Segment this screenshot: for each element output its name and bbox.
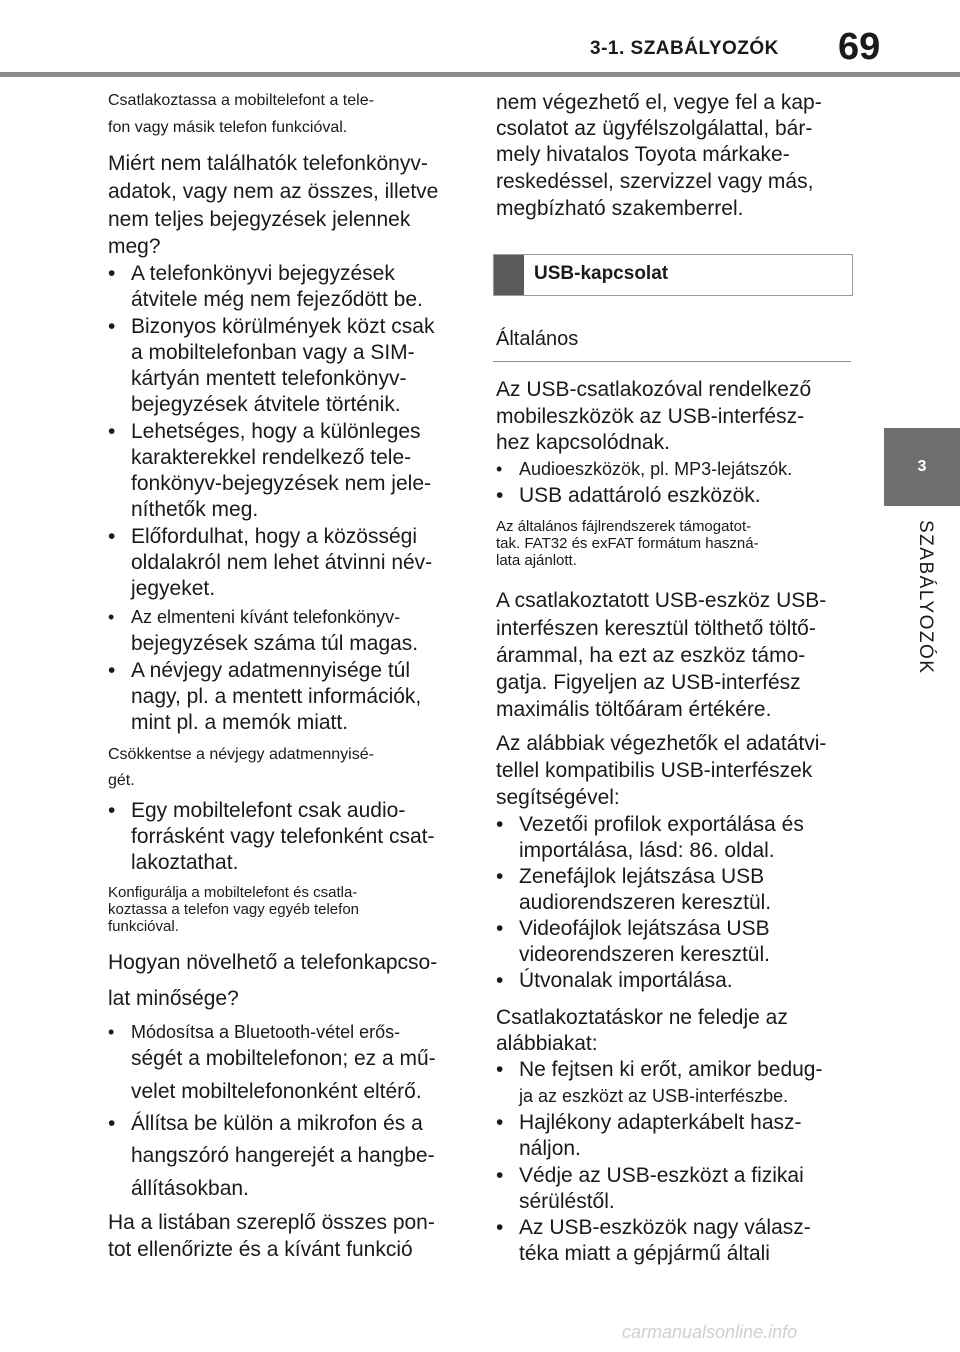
- paragraph-line: tellel kompatibilis USB-interfészek: [496, 759, 813, 782]
- list-item-line: mint pl. a memók miatt.: [131, 711, 349, 734]
- list-item-line: bejegyzések száma túl magas.: [131, 632, 419, 655]
- list-item-line: ségét a mobiltelefonon; ez a mű-: [131, 1047, 436, 1070]
- paragraph-line: segítségével:: [496, 786, 620, 809]
- paragraph-line: funkcióval.: [108, 918, 179, 935]
- paragraph-line: mely hivatalos Toyota márkake-: [496, 143, 790, 166]
- paragraph-line: Ha a listában szereplő összes pon-: [108, 1211, 435, 1234]
- paragraph-line: fon vagy másik telefon funkcióval.: [108, 119, 348, 136]
- list-item-line: oldalakról nem lehet átvinni név-: [131, 551, 433, 574]
- list-item-line: téka miatt a gépjármű általi: [519, 1242, 770, 1265]
- section-heading-bar: [494, 255, 524, 295]
- paragraph-line: gatja. Figyeljen az USB-interfész: [496, 671, 801, 694]
- page-number: 69: [838, 26, 881, 68]
- question-line: adatok, vagy nem az összes, illetve: [108, 180, 439, 203]
- chapter-tab: 3: [884, 428, 960, 506]
- footer-watermark: carmanualsonline.info: [622, 1322, 798, 1342]
- question-line: Hogyan növelhető a telefonkapcso-: [108, 951, 438, 974]
- paragraph-line: Konfigurálja a mobiltelefont és csatla-: [108, 884, 358, 901]
- list-item-line: a mobiltelefonban vagy a SIM-: [131, 341, 415, 364]
- paragraph-line: A csatlakoztatott USB-eszköz USB-: [496, 589, 827, 612]
- paragraph-line: Az USB-csatlakozóval rendelkező: [496, 378, 812, 401]
- paragraph-line: Csatlakoztatáskor ne feledje az: [496, 1006, 788, 1029]
- list-item-line: nagy, pl. a mentett információk,: [131, 685, 422, 708]
- subsection-heading: Általános: [496, 328, 579, 350]
- paragraph-line: Az általános fájlrendszerek támogatot-: [496, 518, 752, 535]
- paragraph-line: maximális töltőáram értékére.: [496, 698, 772, 721]
- paragraph-line: interfészen keresztül tölthető töltő-: [496, 617, 816, 640]
- paragraph-line: hez kapcsolódnak.: [496, 431, 670, 454]
- paragraph-line: mobileszközök az USB-interfész-: [496, 405, 805, 428]
- paragraph-line: reskedéssel, szervizzel vagy más,: [496, 170, 814, 193]
- list-item-line: velet mobiltelefononként eltérő.: [131, 1080, 422, 1103]
- question-line: Miért nem találhatók telefonkönyv-: [108, 152, 428, 175]
- list-item-line: ja az eszközt az USB-interfészbe.: [519, 1086, 789, 1106]
- question-line: nem teljes bejegyzések jelennek: [108, 208, 411, 231]
- header-divider: [0, 72, 960, 77]
- list-item-line: audiorendszeren keresztül.: [519, 891, 772, 914]
- list-item-line: videorendszeren keresztül.: [519, 943, 770, 966]
- section-heading-box: [493, 254, 853, 296]
- list-item-line: lakoztathat.: [131, 851, 239, 874]
- paragraph-line: gét.: [108, 772, 135, 789]
- paragraph-line: árammal, ha ezt az eszköz támo-: [496, 644, 806, 667]
- list-item-line: hangszóró hangerejét a hangbe-: [131, 1144, 435, 1167]
- list-item-line: bejegyzések átvitele történik.: [131, 393, 401, 416]
- section-header-title: 3-1. SZABÁLYOZÓK: [590, 38, 779, 59]
- list-item-line: náljon.: [519, 1137, 581, 1160]
- list-item-line: jegyeket.: [131, 577, 216, 600]
- paragraph-line: tot ellenőrizte és a kívánt funkció: [108, 1238, 413, 1261]
- paragraph-line: Az alábbiak végezhetők el adatátvi-: [496, 732, 827, 755]
- list-item-line: átvitele még nem fejeződött be.: [131, 288, 423, 311]
- paragraph-line: tak. FAT32 és exFAT formátum haszná-: [496, 535, 759, 552]
- subsection-divider: [493, 361, 851, 362]
- list-item-line: sérüléstől.: [519, 1190, 615, 1213]
- question-line: lat minősége?: [108, 987, 239, 1010]
- list-item-line: níthetők meg.: [131, 498, 259, 521]
- list-item-line: fonkönyv-bejegyzések nem jele-: [131, 472, 431, 495]
- paragraph-line: lata ajánlott.: [496, 552, 577, 569]
- paragraph-line: alábbiakat:: [496, 1032, 598, 1055]
- paragraph-line: nem végezhető el, vegye fel a kap-: [496, 91, 822, 114]
- chapter-side-label: SZABÁLYOZÓK: [915, 520, 936, 675]
- list-item-line: kártyán mentett telefonkönyv-: [131, 367, 407, 390]
- list-item-line: forrásként vagy telefonként csat-: [131, 825, 435, 848]
- list-item-line: importálása, lásd: 86. oldal.: [519, 839, 775, 862]
- paragraph-line: megbízható szakemberrel.: [496, 197, 744, 220]
- paragraph-line: Csatlakoztassa a mobiltelefont a tele-: [108, 92, 374, 109]
- paragraph-line: csolatot az ügyfélszolgálattal, bár-: [496, 117, 813, 140]
- question-line: meg?: [108, 235, 161, 258]
- paragraph-line: koztassa a telefon vagy egyéb telefon: [108, 901, 360, 918]
- paragraph-line: Csökkentse a névjegy adatmennyisé-: [108, 746, 374, 763]
- section-heading: USB-kapcsolat: [534, 263, 669, 284]
- list-item-line: karakterekkel rendelkező tele-: [131, 446, 412, 469]
- list-item-line: állításokban.: [131, 1177, 249, 1200]
